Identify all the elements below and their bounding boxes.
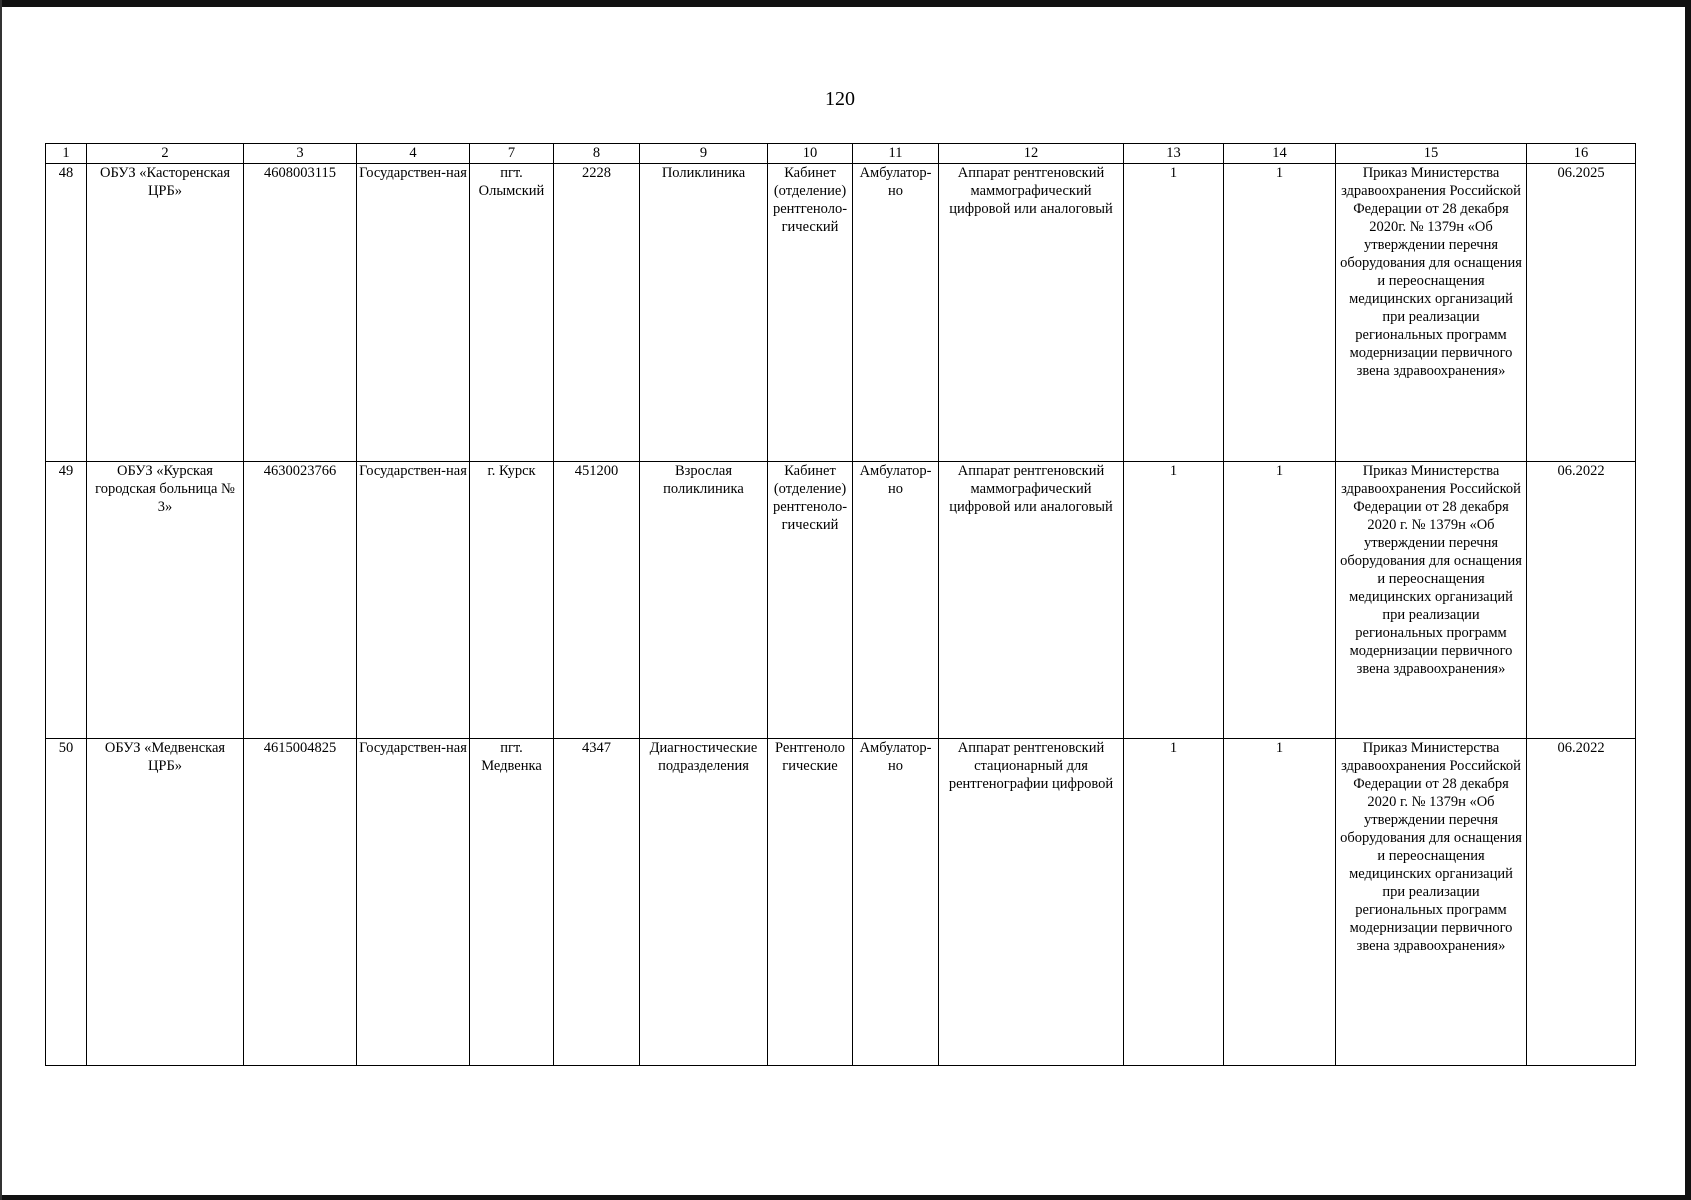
scan-border-bottom [0, 1195, 1691, 1200]
population-cell: 451200 [554, 462, 640, 739]
header-cell: 13 [1124, 144, 1224, 164]
quantity-cell: 1 [1124, 164, 1224, 462]
department-cell: Кабинет (отделение) рентгеноло-гический [768, 462, 853, 739]
inn-cell: 4630023766 [244, 462, 357, 739]
unit-cell: Взрослая поликлиника [640, 462, 768, 739]
header-cell: 12 [939, 144, 1124, 164]
ownership-cell: Государствен-ная [357, 462, 470, 739]
care-conditions-cell: Амбулатор-но [853, 164, 939, 462]
header-cell: 7 [470, 144, 554, 164]
legal-basis-cell: Приказ Министерства здравоохранения Российской Федерации от 28 декабря 2020г. № 1379н «Об утверждении перечня оборудования для оснащения и переоснащения медицинских организаций при реализации региональных программ модернизации первичного звена здравоохранения» [1336, 164, 1527, 462]
header-cell: 15 [1336, 144, 1527, 164]
population-cell: 2228 [554, 164, 640, 462]
page-number: 120 [825, 88, 855, 110]
header-cell: 4 [357, 144, 470, 164]
header-cell: 14 [1224, 144, 1336, 164]
population-cell: 4347 [554, 739, 640, 1066]
header-cell: 1 [46, 144, 87, 164]
inn-cell: 4608003115 [244, 164, 357, 462]
quantity-cell: 1 [1124, 739, 1224, 1066]
table-row [46, 164, 1636, 462]
ownership-cell: Государствен-ная [357, 739, 470, 1066]
quantity-cell: 1 [1224, 739, 1336, 1066]
inn-cell: 4615004825 [244, 739, 357, 1066]
equipment-cell: Аппарат рентгеновский стационарный для рентгенографии цифровой [939, 739, 1124, 1066]
row-number: 48 [46, 164, 87, 462]
department-cell: Кабинет (отделение) рентгеноло-гический [768, 164, 853, 462]
scan-border-left [0, 0, 2, 1200]
date-cell: 06.2022 [1527, 739, 1636, 1066]
scan-border-right [1685, 0, 1691, 1200]
settlement-cell: пгт. Медвенка [470, 739, 554, 1066]
equipment-cell: Аппарат рентгеновский маммографический цифровой или аналоговый [939, 462, 1124, 739]
scan-border-top [0, 0, 1691, 7]
table-row [46, 462, 1636, 739]
ownership-cell: Государствен-ная [357, 164, 470, 462]
row-number: 49 [46, 462, 87, 739]
quantity-cell: 1 [1224, 462, 1336, 739]
unit-cell: Диагностические подразделения [640, 739, 768, 1066]
organization-cell: ОБУЗ «Медвенская ЦРБ» [87, 739, 244, 1066]
care-conditions-cell: Амбулатор-но [853, 739, 939, 1066]
equipment-table [45, 143, 1636, 1066]
table-row [46, 739, 1636, 1066]
date-cell: 06.2022 [1527, 462, 1636, 739]
organization-cell: ОБУЗ «Касторенская ЦРБ» [87, 164, 244, 462]
department-cell: Рентгеноло гические [768, 739, 853, 1066]
header-cell: 16 [1527, 144, 1636, 164]
header-cell: 9 [640, 144, 768, 164]
header-cell: 8 [554, 144, 640, 164]
legal-basis-cell: Приказ Министерства здравоохранения Российской Федерации от 28 декабря 2020 г. № 1379н «Об утверждении перечня оборудования для оснащения и переоснащения медицинских организаций при реализации региональных программ модернизации первичного звена здравоохранения» [1336, 462, 1527, 739]
header-row [46, 144, 1636, 164]
header-cell: 3 [244, 144, 357, 164]
unit-cell: Поликлиника [640, 164, 768, 462]
quantity-cell: 1 [1224, 164, 1336, 462]
settlement-cell: пгт. Олымский [470, 164, 554, 462]
quantity-cell: 1 [1124, 462, 1224, 739]
header-cell: 2 [87, 144, 244, 164]
header-cell: 11 [853, 144, 939, 164]
equipment-cell: Аппарат рентгеновский маммографический цифровой или аналоговый [939, 164, 1124, 462]
row-number: 50 [46, 739, 87, 1066]
settlement-cell: г. Курск [470, 462, 554, 739]
organization-cell: ОБУЗ «Курская городская больница № 3» [87, 462, 244, 739]
legal-basis-cell: Приказ Министерства здравоохранения Российской Федерации от 28 декабря 2020 г. № 1379н «Об утверждении перечня оборудования для оснащения и переоснащения медицинских организаций при реализации региональных программ модернизации первичного звена здравоохранения» [1336, 739, 1527, 1066]
date-cell: 06.2025 [1527, 164, 1636, 462]
care-conditions-cell: Амбулатор-но [853, 462, 939, 739]
header-cell: 10 [768, 144, 853, 164]
